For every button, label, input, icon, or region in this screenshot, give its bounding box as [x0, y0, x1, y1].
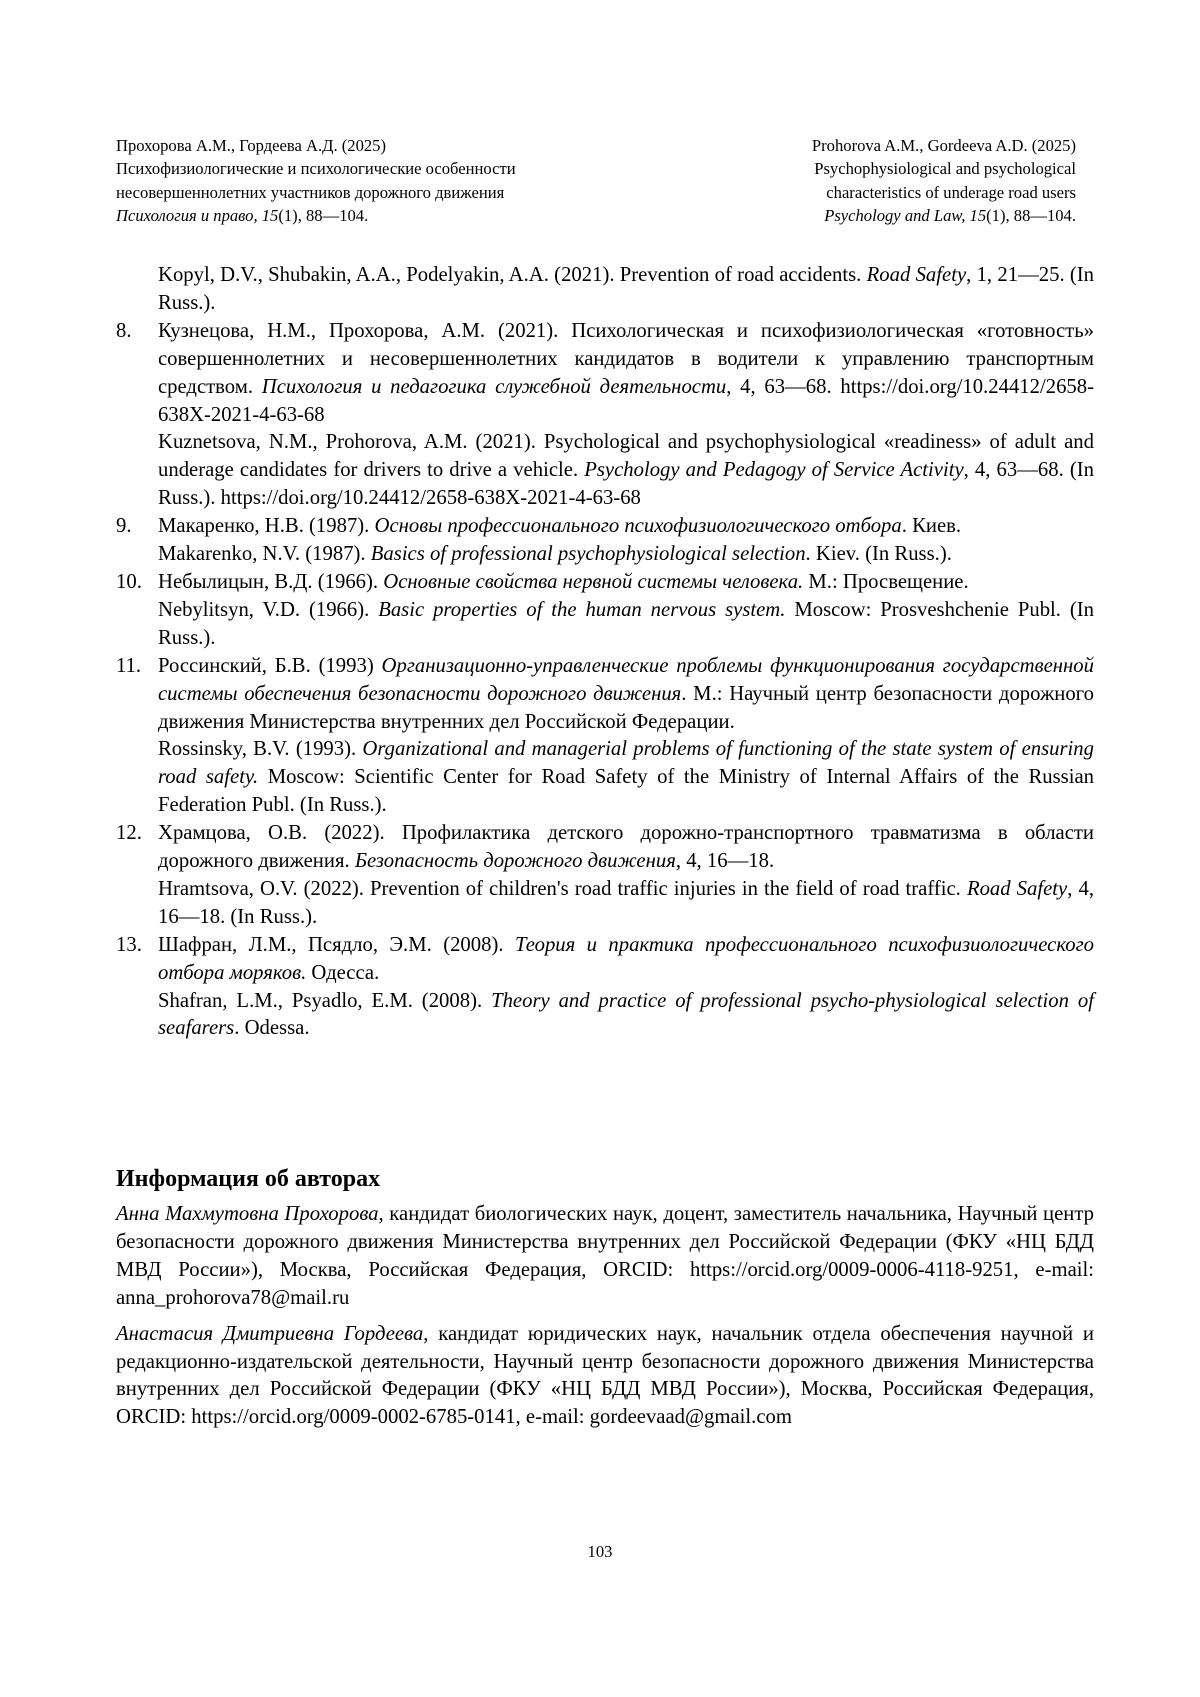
reference-en: Makarenko, N.V. (1987). Basics of professional psychophysiological selection. Kiev. (In Russ.). — [158, 543, 952, 566]
reference-ru: Кузнецова, Н.М., Прохорова, А.М. (2021). Психологическая и психофизиологическая «готовность» совершеннолетних и несовершеннолетних кандидатов в водители к управлению транспортным средством. Психология и педагогика служебной деятельности, 4, 63—68. https://doi.org/10.24412/2658-638X-2021-4-63-68 — [158, 319, 1095, 426]
reference-10 — [116, 569, 1094, 653]
page-number: 103 — [587, 1542, 613, 1561]
reference-number: 13. — [116, 933, 142, 956]
reference-number: 8. — [116, 319, 132, 342]
header-left-journal: Психология и право, 15(1), 88—104. — [116, 206, 369, 226]
reference-ru: Небылицын, В.Д. (1966). Основные свойства нервной системы человека. М.: Просвещение. — [158, 570, 969, 593]
reference-ru: Шафран, Л.М., Псядло, Э.М. (2008). Теория и практика профессионального психофизиологического отбора моряков. Одесса. — [158, 933, 1094, 984]
reference-en: Kopyl, D.V., Shubakin, A.A., Podelyakin, A.A. (2021). Prevention of road accidents. Road Safety, 1, 21—25. (In Russ.). — [158, 264, 1095, 314]
author-2-name: Анастасия Дмитриевна Гордеева — [116, 1322, 424, 1345]
running-header-right — [812, 134, 1076, 228]
reference-ru: Россинский, Б.В. (1993) Организационно-управленческие проблемы функционирования государственной системы обеспечения безопасности дорожного движения. М.: Научный центр безопасности дорожного движения Министерства внутренних дел Российской Федерации. — [158, 654, 1094, 733]
author-2-info: Анастасия Дмитриевна Гордеева, кандидат юридических наук, начальник отдела обеспечения научной и редакционно-издательской деятельности, Научный центр безопасности дорожного движения Министерства внутренних дел Российской Федерации (ФКУ «НЦ БДД МВД России»), Москва, Российская Федерация, ORCID: https://orcid.org/0009-0002-6785-0141, e-mail: gordeevaad@gmail.com — [116, 1322, 1094, 1429]
header-left-line: Психофизиологические и психологические особенности — [116, 159, 516, 179]
reference-11 — [116, 653, 1094, 820]
author-1-name: Анна Махмутовна Прохорова — [116, 1203, 379, 1225]
authors-section — [116, 1163, 1094, 1440]
reference-en: Rossinsky, B.V. (1993). Organizational and managerial problems of functioning of the state system of ensuring road safety. Moscow: Scientific Center for Road Safety of the Ministry of Internal Affairs of the Russian Federation Publ. (In Russ.). — [158, 738, 1094, 817]
reference-ru: Храмцова, О.В. (2022). Профилактика детского дорожно-транспортного травматизма в области дорожного движения. Безопасность дорожного движения, 4, 16—18. — [158, 822, 1094, 873]
header-left-line: Прохорова А.М., Гордеева А.Д. (2025) — [116, 136, 386, 155]
reference-en: Shafran, L.M., Psyadlo, E.M. (2008). Theory and practice of professional psycho-physiological selection of seafarers. Odessa. — [158, 989, 1094, 1040]
reference-number: 10. — [116, 570, 142, 593]
header-right-line: Psychophysiological and psychological — [814, 159, 1076, 179]
header-right-line: characteristics of underage road users — [826, 182, 1076, 202]
header-right-line: Prohorova A.M., Gordeeva A.D. (2025) — [811, 136, 1076, 155]
reference-12 — [116, 820, 1094, 932]
header-right-journal: Psychology and Law, 15(1), 88—104. — [824, 206, 1076, 226]
header-left-line: несовершеннолетних участников дорожного движения — [116, 182, 505, 202]
reference-7-continued — [116, 262, 1094, 318]
running-header-left — [116, 134, 516, 228]
reference-9 — [116, 513, 1094, 569]
reference-en: Hramtsova, O.V. (2022). Prevention of children's road traffic injuries in the field of road traffic. Road Safety, 4, 16—18. (In Russ.). — [158, 877, 1094, 928]
reference-number: 11. — [116, 654, 142, 677]
reference-ru: Макаренко, Н.В. (1987). Основы профессионального психофизиологического отбора. Киев. — [158, 515, 962, 538]
reference-list — [116, 262, 1094, 1043]
reference-en: Nebylitsyn, V.D. (1966). Basic properties of the human nervous system. Moscow: Prosveshchenie Publ. (In Russ.). — [158, 598, 1094, 649]
reference-8 — [116, 318, 1094, 513]
reference-number: 12. — [116, 822, 142, 845]
author-1-info: Анна Махмутовна Прохорова, кандидат биологических наук, доцент, заместитель начальника, Научный центр безопасности дорожного движения Министерства внутренних дел Российской Федерации (ФКУ «НЦ БДД МВД России»), Москва, Российская Федерация, ORCID: https://orcid.org/0009-0006-4118-9251, e-mail: anna_prohorova78@mail.ru — [116, 1203, 1094, 1309]
authors-heading: Информация об авторах — [116, 1166, 381, 1192]
reference-en: Kuznetsova, N.M., Prohorova, A.M. (2021). Psychological and psychophysiological «readiness» of adult and underage candidates for drivers to drive a vehicle. Psychology and Pedagogy of Service Activity, 4, 63—68. (In Russ.). https://doi.org/10.24412/2658-638X-2021-4-63-68 — [158, 431, 1094, 510]
reference-13 — [116, 932, 1094, 1044]
reference-number: 9. — [116, 515, 132, 538]
